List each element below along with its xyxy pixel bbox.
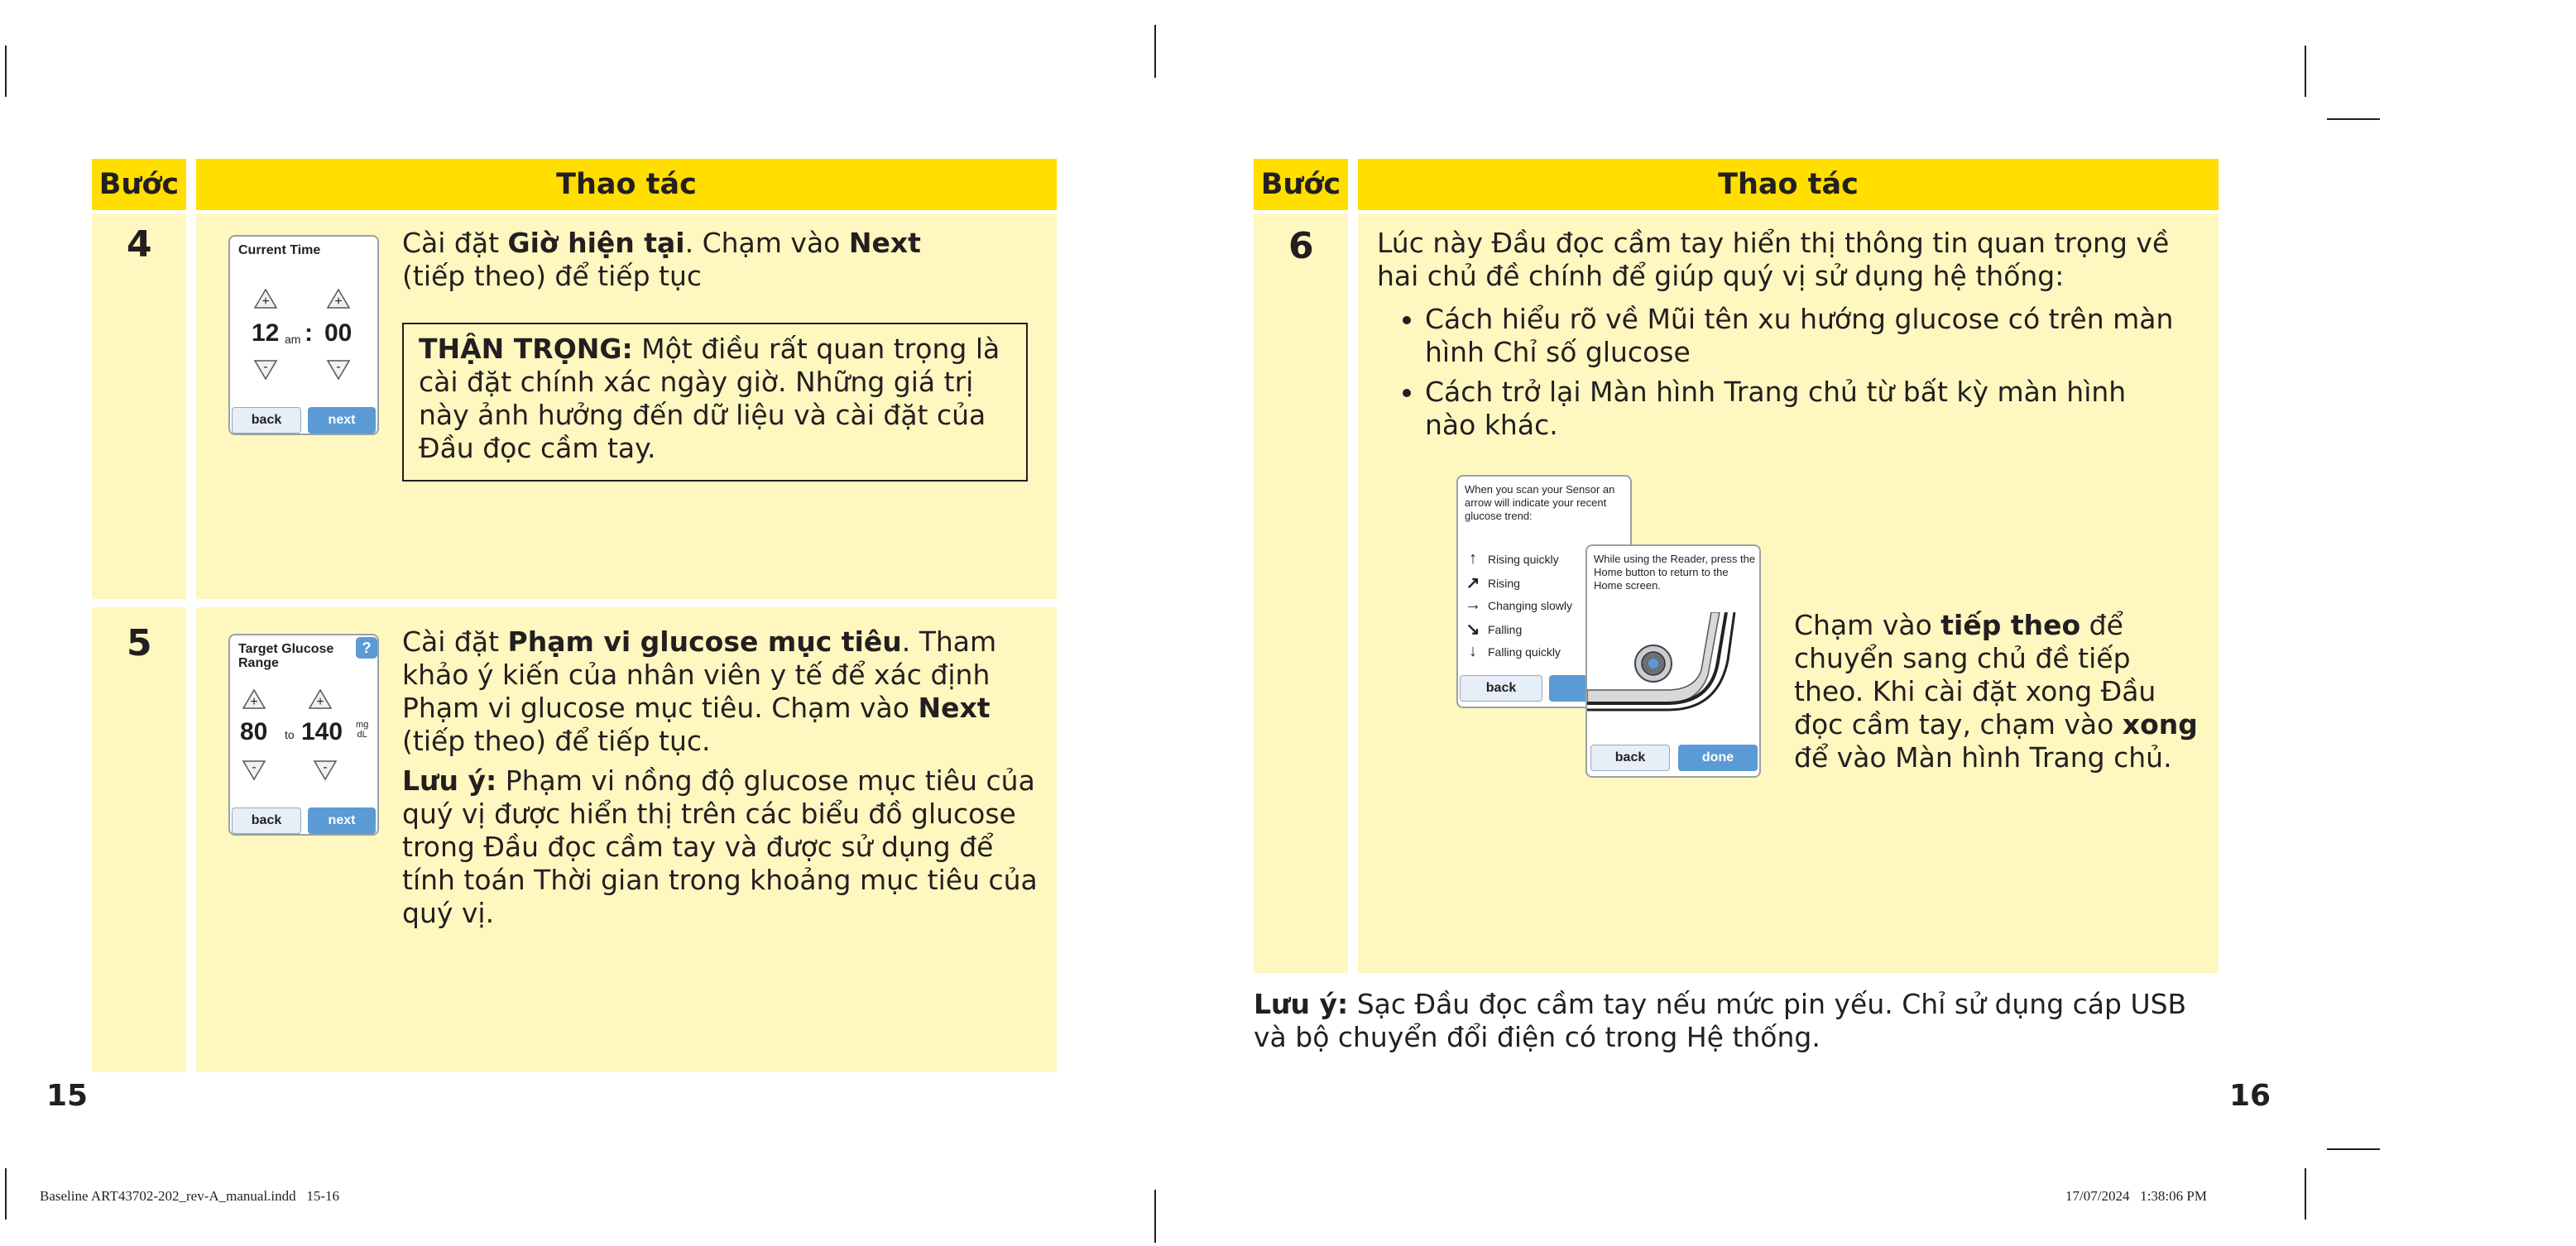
trend-row: → Changing slowly — [1465, 596, 1572, 614]
trend-row: ↓ Falling quickly — [1465, 642, 1561, 661]
screen-title: Target Glucose Range — [238, 642, 334, 670]
hour-value: 12 — [252, 319, 280, 347]
step-cell — [92, 213, 186, 599]
trend-row: ↑ Rising quickly — [1465, 549, 1559, 568]
list-item: • Cách trở lại Màn hình Trang chủ từ bất kỳ màn hình nào khác. — [1425, 376, 2185, 442]
screen-title: Current Time — [238, 243, 321, 257]
crop-mark — [2327, 1148, 2380, 1150]
screen-text: When you scan your Sensor an arrow will indicate your recent glucose trend: — [1465, 483, 1615, 522]
screen-text: While using the Reader, press the Home button to return to the Home screen. — [1594, 553, 1756, 592]
arrow-up-icon: ↑ — [1469, 549, 1477, 568]
svg-text:-: - — [336, 360, 341, 374]
svg-text:-: - — [252, 760, 257, 774]
svg-text:+: + — [250, 695, 258, 709]
decrement-icon[interactable] — [326, 359, 351, 381]
back-button[interactable]: back — [232, 808, 301, 834]
done-button[interactable]: done — [1678, 745, 1758, 771]
list-item: • Cách hiểu rõ về Mũi tên xu hướng glucose có trên màn hình Chỉ số glucose — [1425, 303, 2185, 369]
arrow-right-icon: → — [1465, 596, 1481, 614]
table-header-step: Bước — [92, 159, 186, 210]
svg-text:+: + — [334, 295, 343, 309]
crop-mark — [2327, 118, 2380, 120]
back-button[interactable]: back — [1590, 745, 1670, 771]
arrow-up-right-icon: ↗ — [1465, 574, 1480, 592]
step6-intro: Lúc này Đầu đọc cầm tay hiển thị thông tin quan trọng về hai chủ đề chính để giúp quý vị sử dụng hệ thống: — [1377, 227, 2170, 292]
crop-mark — [1154, 25, 1156, 78]
target-low-value: 80 — [240, 718, 268, 745]
step5-note: Lưu ý: Phạm vi nồng độ glucose mục tiêu của quý vị được hiển thị trên các biểu đồ glucose trong Đầu đọc cầm tay và được sử dụng để tính toán Thời gian trong khoảng mục tiêu của quý vị. — [402, 764, 1038, 929]
caution-label: THẬN TRỌNG: — [419, 333, 633, 365]
step6-bullets — [1390, 303, 2185, 448]
step-cell — [1254, 213, 1348, 973]
crop-mark — [5, 46, 7, 97]
caution-text: Một điều rất quan trọng là cài đặt chính xác ngày giờ. Những giá trị này ảnh hưởng đến dữ liệu và cài đặt của Đầu đọc cầm tay. — [419, 333, 1000, 464]
decrement-icon[interactable] — [313, 760, 338, 781]
current-time-screen — [228, 235, 379, 435]
help-icon[interactable]: ? — [356, 637, 377, 659]
ampm-label: am — [285, 333, 301, 346]
crop-mark — [5, 1168, 7, 1220]
slug-timestamp: 17/07/2024 1:38:06 PM — [2065, 1188, 2207, 1204]
increment-icon[interactable] — [253, 288, 278, 309]
svg-text:+: + — [316, 695, 324, 709]
table-header-step: Bước — [1254, 159, 1348, 210]
back-button[interactable]: back — [232, 407, 301, 434]
next-button[interactable]: next — [308, 808, 376, 834]
arrow-down-right-icon: ↘ — [1465, 621, 1480, 639]
svg-text:-: - — [263, 360, 268, 374]
svg-text:+: + — [261, 295, 270, 309]
home-button-screen — [1585, 544, 1761, 778]
step-number: 5 — [127, 622, 152, 664]
reader-device-illustration — [1587, 612, 1761, 736]
crop-mark — [1154, 1190, 1156, 1243]
step-number: 4 — [127, 223, 152, 266]
arrow-down-icon: ↓ — [1469, 642, 1477, 660]
target-glucose-range-screen — [228, 634, 379, 836]
range-to-label: to — [285, 728, 295, 741]
trend-row: ↗ Rising — [1465, 574, 1520, 592]
decrement-icon[interactable] — [253, 359, 278, 381]
crop-mark — [2305, 46, 2306, 97]
svg-text:-: - — [323, 760, 328, 774]
step5-instruction: Cài đặt Phạm vi glucose mục tiêu. Tham khảo ý kiến của nhân viên y tế để xác định Phạm vi glucose mục tiêu. Chạm vào Next (tiếp theo) để tiếp tục. — [402, 625, 997, 757]
time-colon: : — [305, 319, 313, 347]
page-number: 15 — [46, 1079, 89, 1113]
step4-instruction: Cài đặt Giờ hiện tại. Chạm vào Next (tiếp theo) để tiếp tục — [402, 227, 921, 292]
slug-file: Baseline ART43702-202_rev-A_manual.indd 15-16 — [40, 1188, 340, 1204]
increment-icon[interactable] — [242, 688, 266, 710]
increment-icon[interactable] — [308, 688, 333, 710]
minute-value: 00 — [324, 319, 353, 347]
step-cell — [92, 607, 186, 1072]
target-high-value: 140 — [301, 718, 343, 745]
step-number: 6 — [1288, 225, 1314, 267]
table-header-action: Thao tác — [1358, 159, 2219, 210]
right-page-note: Lưu ý: Sạc Đầu đọc cầm tay nếu mức pin yếu. Chỉ sử dụng cáp USB và bộ chuyển đổi điện có trong Hệ thống. — [1254, 988, 2187, 1053]
step6-side-instruction: Chạm vào tiếp theo để chuyển sang chủ đề tiếp theo. Khi cài đặt xong Đầu đọc cầm tay, chạm vào xong để vào Màn hình Trang chủ. — [1794, 609, 2198, 774]
page-number: 16 — [2229, 1079, 2271, 1113]
crop-mark — [2305, 1168, 2306, 1220]
caution-box — [402, 323, 1028, 482]
increment-icon[interactable] — [326, 288, 351, 309]
table-header-action: Thao tác — [196, 159, 1057, 210]
back-button[interactable]: back — [1460, 675, 1542, 702]
unit-label: mg dL — [356, 720, 369, 740]
trend-row: ↘ Falling — [1465, 621, 1523, 639]
next-button[interactable]: next — [308, 407, 376, 434]
decrement-icon[interactable] — [242, 760, 266, 781]
